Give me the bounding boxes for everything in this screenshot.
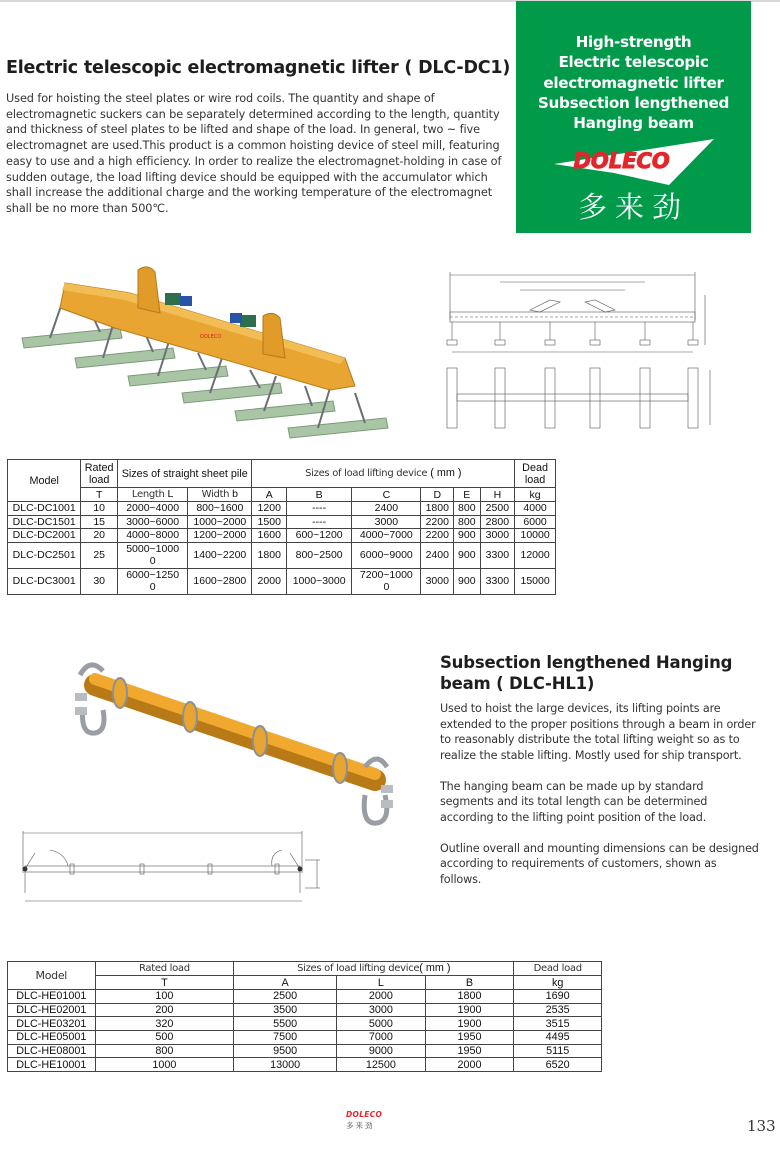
header-sheet-pile: Sizes of straight sheet pile: [117, 460, 251, 488]
cell-b: ----: [287, 515, 352, 529]
cell-b: ----: [287, 502, 352, 516]
cell-length: 3000~6000: [117, 515, 187, 529]
cell-length: [117, 568, 187, 594]
cell-e: 800: [454, 502, 480, 516]
cell-c: 6000~9000: [352, 542, 421, 568]
subheader-length-symbol: L: [167, 488, 174, 500]
dlc-dc1-spec-table: [7, 459, 556, 595]
section1-title: Electric telescopic electromagnetic lifter ( DLC-DC1): [6, 58, 511, 78]
cell-model: DLC-DC3001: [8, 568, 81, 594]
logo-chinese-text: 多来劲: [577, 190, 689, 225]
cell-width: 1200~2000: [188, 529, 252, 543]
cell-kg: 4000: [515, 502, 556, 516]
cell-kg: 3515: [514, 1017, 602, 1031]
cell-b: 2000: [425, 1058, 514, 1072]
header-dead-load-label: Dead load: [533, 963, 582, 975]
brand-banner: [516, 1, 751, 233]
cell-e: 900: [454, 542, 480, 568]
cell-a: 2000: [252, 568, 287, 594]
cell-b: 600~1200: [287, 529, 352, 543]
cell-kg: 15000: [515, 568, 556, 594]
cell-d: 3000: [421, 568, 454, 594]
cell-h: 3000: [480, 529, 515, 543]
cell-c-line1: 7200~1000: [359, 569, 413, 581]
cell-kg: 10000: [515, 529, 556, 543]
header-device-label: Sizes of load lifting device: [297, 963, 420, 975]
table-row: [8, 502, 556, 516]
cell-length: [117, 542, 187, 568]
cell-b: 1950: [425, 1044, 514, 1058]
header-device: [252, 460, 515, 488]
cell-kg: 2535: [514, 1003, 602, 1017]
cell-a: 1600: [252, 529, 287, 543]
cell-kg: 6520: [514, 1058, 602, 1072]
banner-line: High-strength: [575, 33, 692, 51]
banner-line: Hanging beam: [573, 114, 694, 133]
page-number: 133: [747, 1117, 776, 1135]
cell-t: 500: [95, 1031, 234, 1045]
cell-t: 10: [81, 502, 118, 516]
cell-e: 900: [454, 568, 480, 594]
table-row: [8, 568, 556, 594]
cell-model: DLC-HE02001: [8, 1003, 96, 1017]
cell-model: DLC-HE01001: [8, 990, 96, 1004]
banner-line: Electric telescopic: [558, 53, 709, 72]
header-device-label: Sizes of load lifting device: [305, 468, 428, 479]
subheader-width-label: Width: [201, 489, 230, 500]
cell-b: 1900: [425, 1017, 514, 1031]
cell-a: 3500: [234, 1003, 337, 1017]
cell-l: 12500: [337, 1058, 426, 1072]
cell-d: 2400: [421, 542, 454, 568]
cell-t: 15: [81, 515, 118, 529]
cell-length-line1: 5000~1000: [126, 543, 180, 555]
cell-a: 1200: [252, 502, 287, 516]
cell-t: 320: [95, 1017, 234, 1031]
table-row: [8, 1003, 602, 1017]
cell-t: 30: [81, 568, 118, 594]
cell-t: 200: [95, 1003, 234, 1017]
table-row: [8, 1017, 602, 1031]
table-row: [8, 542, 556, 568]
cell-b: 1900: [425, 1003, 514, 1017]
header-model: Model: [8, 460, 81, 502]
cell-length-line1: 6000~1250: [126, 569, 180, 581]
cell-a: 7500: [234, 1031, 337, 1045]
footer-brand: DOLECO: [346, 1110, 383, 1119]
header-device-unit: ( mm ): [430, 467, 462, 479]
footer-brand-cn: 多来劲: [346, 1121, 375, 1130]
cell-t: 20: [81, 529, 118, 543]
cell-c: [352, 568, 421, 594]
subheader-width: [188, 488, 252, 502]
subheader-b: B: [287, 488, 352, 502]
section2-description: [440, 701, 760, 903]
cell-l: 2000: [337, 990, 426, 1004]
subheader-c: C: [352, 488, 421, 502]
section2-paragraph: The hanging beam can be made up by standard segments and its total length can be determined according to the lifting point position of the load.: [440, 779, 708, 824]
cell-length-line2: 0: [149, 581, 156, 593]
cell-d: 1800: [421, 502, 454, 516]
electromagnetic-lifter-image: [10, 258, 390, 448]
lifter-technical-drawing: [430, 260, 715, 430]
header-rated-load: [95, 962, 234, 976]
header-model-label: Model: [35, 968, 68, 982]
cell-b: 1800: [425, 990, 514, 1004]
cell-kg: 1690: [514, 990, 602, 1004]
cell-model: DLC-DC2501: [8, 542, 81, 568]
header-dead-load: Dead load: [515, 460, 556, 488]
cell-t: 800: [95, 1044, 234, 1058]
table-row: [8, 529, 556, 543]
cell-d: 2200: [421, 529, 454, 543]
cell-length: 2000~4000: [117, 502, 187, 516]
banner-line: electromagnetic lifter: [543, 73, 724, 92]
logo-brand-text: DOLECO: [573, 149, 670, 174]
hanging-beam-technical-drawing: [20, 828, 325, 908]
header-model: [8, 962, 96, 990]
subheader-kg: kg: [515, 488, 556, 502]
cell-c-line2: 0: [383, 581, 390, 593]
cell-a: 2500: [234, 990, 337, 1004]
header-rated-load: Rated load: [81, 460, 118, 488]
cell-h: 3300: [480, 542, 515, 568]
cell-kg: 5115: [514, 1044, 602, 1058]
cell-l: 3000: [337, 1003, 426, 1017]
table-row: [8, 990, 602, 1004]
cell-c: 3000: [352, 515, 421, 529]
header-device: [234, 962, 514, 976]
subheader-l: L: [337, 976, 426, 990]
cell-model: DLC-HE05001: [8, 1031, 96, 1045]
footer-logo: [346, 1110, 382, 1131]
subheader-d: D: [421, 488, 454, 502]
cell-l: 5000: [337, 1017, 426, 1031]
cell-width: 1600~2800: [188, 568, 252, 594]
cell-b: 1950: [425, 1031, 514, 1045]
subheader-t: T: [81, 488, 118, 502]
cell-length: 4000~8000: [117, 529, 187, 543]
cell-kg: 6000: [515, 515, 556, 529]
cell-c: 2400: [352, 502, 421, 516]
cell-a: 9500: [234, 1044, 337, 1058]
subheader-h: H: [480, 488, 515, 502]
banner-line: Subsection lengthened: [537, 93, 730, 112]
cell-model: DLC-DC2001: [8, 529, 81, 543]
banner-title: [516, 32, 751, 133]
cell-width: 1000~2000: [188, 515, 252, 529]
cell-a: 13000: [234, 1058, 337, 1072]
cell-kg: 12000: [515, 542, 556, 568]
cell-l: 7000: [337, 1031, 426, 1045]
cell-c: 4000~7000: [352, 529, 421, 543]
cell-e: 800: [454, 515, 480, 529]
cell-h: 2500: [480, 502, 515, 516]
cell-model: DLC-HE10001: [8, 1058, 96, 1072]
hanging-beam-image: [65, 655, 410, 830]
subheader-kg: kg: [514, 976, 602, 990]
section1-description: Used for hoisting the steel plates or wire rod coils. The quantity and shape of electromagnetic suckers can be separately determined according to the length, quantity and thickness of steel plates to be lifted and shape of the load. In general, two ~ five electromagnet are used.This product is a common hoisting device of steel mill, featuring easy to use and a high efficiency. In order to realize the electromagnet-holding in case of sudden outage, the load lifting device should be equipped with the accumulator which shall increase the additional charge and the working temperature of the electromagnet shall be no more than 500℃.: [6, 92, 502, 215]
cell-a: 1500: [252, 515, 287, 529]
subheader-e: E: [454, 488, 480, 502]
cell-l: 9000: [337, 1044, 426, 1058]
cell-model: DLC-DC1001: [8, 502, 81, 516]
subheader-b: B: [425, 976, 514, 990]
cell-h: 2800: [480, 515, 515, 529]
header-dead-load: [514, 962, 602, 976]
cell-model: DLC-HE08001: [8, 1044, 96, 1058]
table-row: [8, 515, 556, 529]
cell-e: 900: [454, 529, 480, 543]
section2-title: Subsection lengthened Hanging beam ( DLC-HL1): [440, 653, 733, 693]
cell-b: 800~2500: [287, 542, 352, 568]
subheader-a: A: [234, 976, 337, 990]
cell-t: 1000: [95, 1058, 234, 1072]
cell-length-line2: 0: [149, 555, 156, 567]
subheader-length-label: Length: [131, 489, 165, 500]
subheader-t: T: [95, 976, 234, 990]
cell-width: 800~1600: [188, 502, 252, 516]
cell-a: 1800: [252, 542, 287, 568]
section2-paragraph: Outline overall and mounting dimensions can be designed according to requirements of customers, shown as follows.: [440, 841, 759, 886]
dlc-hl1-spec-table: [7, 961, 602, 1072]
header-rated-load-label: Rated load: [138, 963, 190, 975]
svg-text:DOLECO: DOLECO: [200, 334, 222, 340]
cell-h: 3300: [480, 568, 515, 594]
cell-t: 25: [81, 542, 118, 568]
table-row: [8, 1031, 602, 1045]
subheader-width-symbol: b: [232, 488, 238, 500]
section2-paragraph: Used to hoist the large devices, its lifting points are extended to the proper positions through a beam in order to reasonably distribute the total lifting weight so as to realize the stable lifting. Mostly used for ship transport.: [440, 702, 756, 762]
cell-a: 5500: [234, 1017, 337, 1031]
cell-width: 1400~2200: [188, 542, 252, 568]
cell-kg: 4495: [514, 1031, 602, 1045]
cell-model: DLC-HE03201: [8, 1017, 96, 1031]
cell-d: 2200: [421, 515, 454, 529]
subheader-a: A: [252, 488, 287, 502]
subheader-length: [117, 488, 187, 502]
table-row: [8, 1058, 602, 1072]
table-row: [8, 1044, 602, 1058]
cell-t: 100: [95, 990, 234, 1004]
header-device-unit: ( mm ): [419, 962, 451, 975]
cell-b: 1000~3000: [287, 568, 352, 594]
doleco-logo: [554, 139, 714, 187]
cell-model: DLC-DC1501: [8, 515, 81, 529]
